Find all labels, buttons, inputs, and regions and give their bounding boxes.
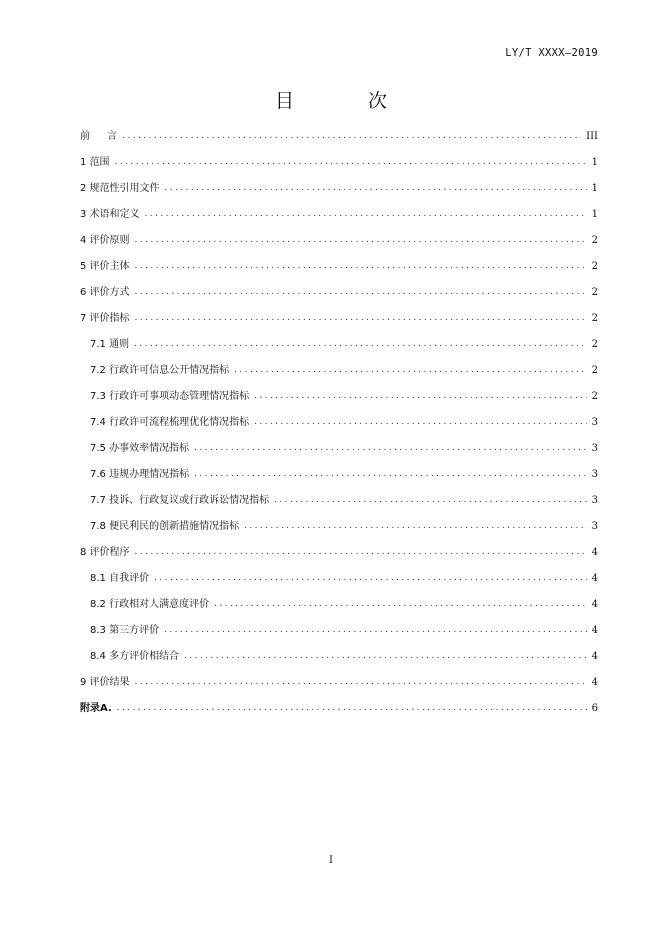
toc-dot-leader [254,417,587,428]
toc-entry-label: 7.8 便民利民的创新措施情况指标 [90,521,240,532]
toc-entry-label: 4 评价原则 [80,235,130,246]
toc-entry-label: 8.2 行政相对人满意度评价 [90,599,210,610]
toc-entry-label: 7.5 办事效率情况指标 [90,443,190,454]
toc-entry-label: 7.2 行政许可信息公开情况指标 [90,365,230,376]
toc-entry-page: 2 [591,261,598,272]
toc-dot-leader [135,547,587,558]
toc-title: 目 次 [274,90,422,112]
toc-entry-page: 4 [591,547,598,558]
toc-dot-leader [135,287,587,298]
toc-section-entry[interactable] [80,223,598,249]
toc-dot-leader [254,391,587,402]
toc-section-entry[interactable] [80,171,598,197]
toc-entry-label: 7 评价指标 [80,313,130,324]
toc-entry-label: 前 言 [80,131,118,142]
toc-entry-page: 1 [591,157,598,168]
toc-entry-label: 1 范围 [80,157,110,168]
toc-entry-label: 8 评价程序 [80,547,130,558]
toc-section-entry[interactable] [80,665,598,691]
toc-entry-label: 7.1 通则 [90,339,130,350]
toc-dot-leader [194,443,587,454]
toc-subsection-entry[interactable] [80,483,598,509]
toc-section-entry[interactable] [80,301,598,327]
toc-subsection-entry[interactable] [80,353,598,379]
toc-entry-page: 3 [591,443,598,454]
toc-subsection-entry[interactable] [80,587,598,613]
toc-entry-page: 4 [591,599,598,610]
document-code: LY/T XXXX—2019 [505,47,598,59]
toc-entry-label: 7.4 行政许可流程梳理优化情况指标 [90,417,250,428]
toc-entry-label: 8.4 多方评价相结合 [90,651,180,662]
toc-entry-label: 8.1 自我评价 [90,573,150,584]
toc-subsection-entry[interactable] [80,457,598,483]
toc-entry-label: 7.3 行政许可事项动态管理情况指标 [90,391,250,402]
toc-section-entry[interactable] [80,275,598,301]
toc-entry-label: 3 术语和定义 [80,209,140,220]
toc-entry-page: 3 [591,521,598,532]
toc-section-entry[interactable] [80,197,598,223]
toc-dot-leader [154,573,587,584]
toc-entry-page: 6 [591,703,598,714]
toc-dot-leader [214,599,587,610]
toc-entry-label: 2 规范性引用文件 [80,183,160,194]
toc-dot-leader [165,183,587,194]
toc-dot-leader [234,365,587,376]
toc-entry-page: 4 [591,625,598,636]
toc-entry-label: 附录A. [80,703,112,714]
toc-subsection-entry[interactable] [80,509,598,535]
table-of-contents [80,119,598,717]
toc-entry-page: 2 [591,391,598,402]
toc-dot-leader [184,651,587,662]
toc-dot-leader [244,521,587,532]
toc-dot-leader [115,157,587,168]
toc-dot-leader [135,261,587,272]
toc-subsection-entry[interactable] [80,327,598,353]
toc-dot-leader [135,313,587,324]
toc-entry-label: 5 评价主体 [80,261,130,272]
toc-entry-page: 1 [591,209,598,220]
toc-dot-leader [135,677,587,688]
page-number: I [329,855,333,866]
toc-entry-label: 8.3 第三方评价 [90,625,160,636]
toc-entry-page: 4 [591,677,598,688]
toc-entry-label: 9 评价结果 [80,677,130,688]
toc-section-entry[interactable] [80,691,598,717]
toc-entry-label: 7.7 投诉、行政复议或行政诉讼情况指标 [90,495,270,506]
toc-entry-page: 3 [591,417,598,428]
toc-entry-page: 2 [591,287,598,298]
toc-entry-page: 3 [591,495,598,506]
toc-entry-page: 3 [591,469,598,480]
toc-entry-page: 2 [591,313,598,324]
toc-dot-leader [194,469,587,480]
toc-dot-leader [274,495,587,506]
toc-dot-leader [122,131,581,142]
toc-subsection-entry[interactable] [80,639,598,665]
toc-section-entry[interactable] [80,535,598,561]
toc-entry-page: 1 [591,183,598,194]
toc-dot-leader [135,235,587,246]
toc-subsection-entry[interactable] [80,379,598,405]
toc-subsection-entry[interactable] [80,561,598,587]
toc-dot-leader [164,625,587,636]
toc-entry-page: 2 [591,235,598,246]
toc-entry-page: 2 [591,365,598,376]
toc-section-entry[interactable] [80,145,598,171]
toc-entry-page: III [586,131,598,142]
toc-section-entry[interactable] [80,119,598,145]
toc-entry-label: 7.6 违规办理情况指标 [90,469,190,480]
toc-entry-page: 4 [591,573,598,584]
toc-dot-leader [117,703,587,714]
toc-dot-leader [134,339,587,350]
toc-subsection-entry[interactable] [80,613,598,639]
toc-subsection-entry[interactable] [80,405,598,431]
toc-subsection-entry[interactable] [80,431,598,457]
toc-entry-page: 4 [591,651,598,662]
toc-entry-label: 6 评价方式 [80,287,130,298]
toc-entry-page: 2 [591,339,598,350]
toc-dot-leader [145,209,587,220]
toc-section-entry[interactable] [80,249,598,275]
